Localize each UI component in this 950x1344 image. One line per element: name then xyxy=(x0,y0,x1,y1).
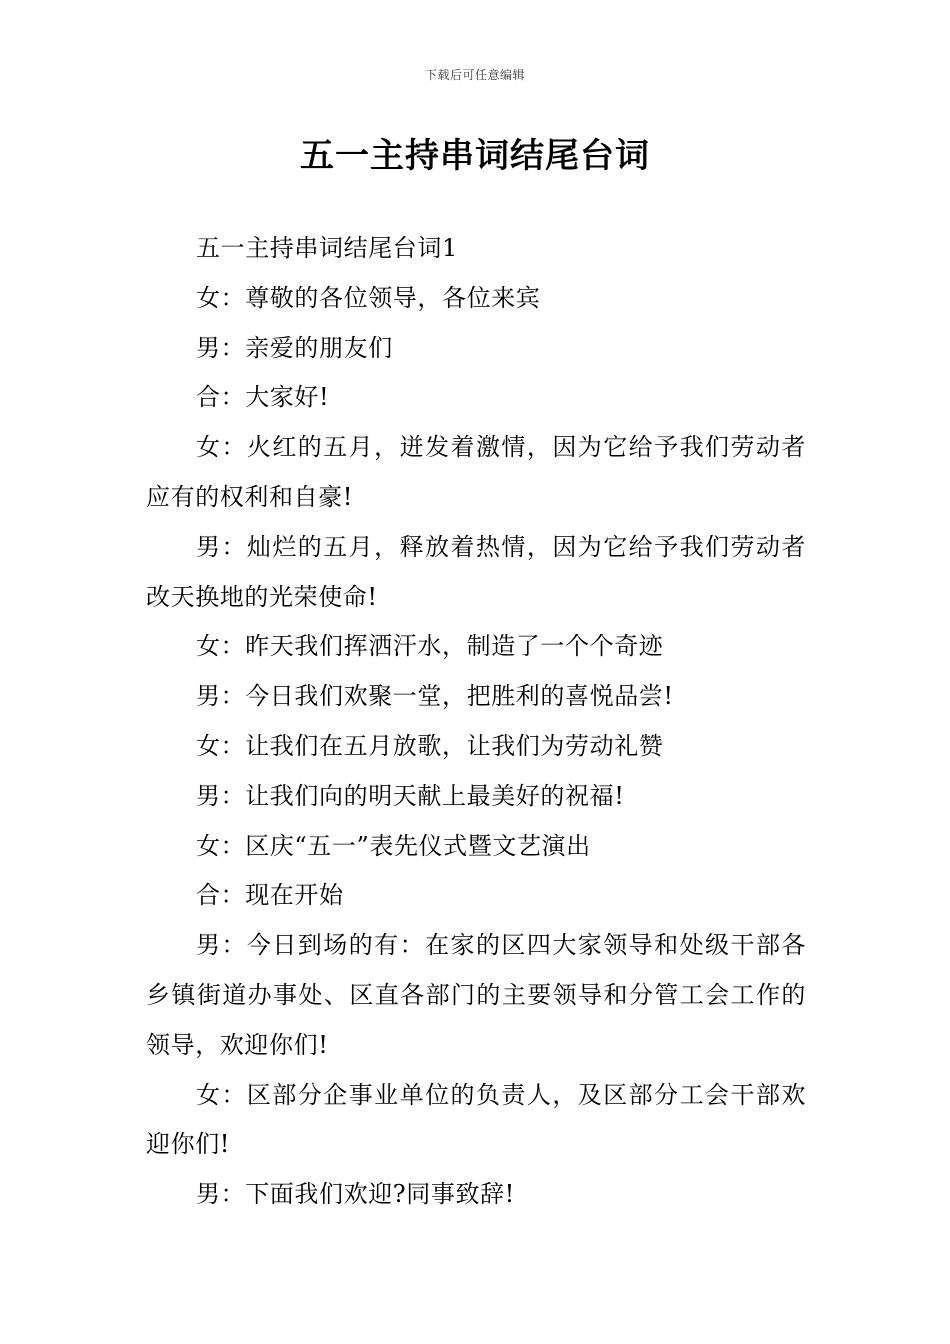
paragraph: 合：现在开始 xyxy=(196,881,344,910)
paragraph: 男：下面我们欢迎?同事致辞! xyxy=(196,1180,515,1209)
paragraph: 女：让我们在五月放歌，让我们为劳动礼赞 xyxy=(196,731,664,760)
header-note: 下载后可任意编辑 xyxy=(424,68,525,82)
paragraph: 男：今日到场的有：在家的区四大家领导和处级干部各乡镇街道办事处、区直各部门的主要领导和分管工会工作的领导，欢迎你们! xyxy=(146,931,806,1059)
paragraph: 男：灿烂的五月，释放着热情，因为它给予我们劳动者改天换地的光荣使命! xyxy=(146,532,806,611)
document-body xyxy=(146,224,806,1220)
paragraph: 合：大家好! xyxy=(196,383,330,412)
paragraph: 女：区庆“五一”表先仪式暨文艺演出 xyxy=(196,831,591,860)
paragraph: 男：亲爱的朋友们 xyxy=(196,333,393,362)
paragraph: 男：今日我们欢聚一堂，把胜利的喜悦品尝! xyxy=(196,682,674,711)
paragraph: 五一主持串词结尾台词1 xyxy=(196,234,458,262)
document-title: 五一主持串词结尾台词 xyxy=(300,136,650,176)
paragraph: 女：火红的五月，迸发着激情，因为它给予我们劳动者应有的权利和自豪! xyxy=(146,433,806,511)
paragraph: 女：昨天我们挥洒汗水，制造了一个个奇迹 xyxy=(196,632,664,661)
paragraph: 女：区部分企事业单位的负责人，及区部分工会干部欢迎你们! xyxy=(146,1080,806,1159)
paragraph: 女：尊敬的各位领导，各位来宾 xyxy=(196,283,541,312)
paragraph: 男：让我们向的明天献上最美好的祝福! xyxy=(196,781,625,810)
